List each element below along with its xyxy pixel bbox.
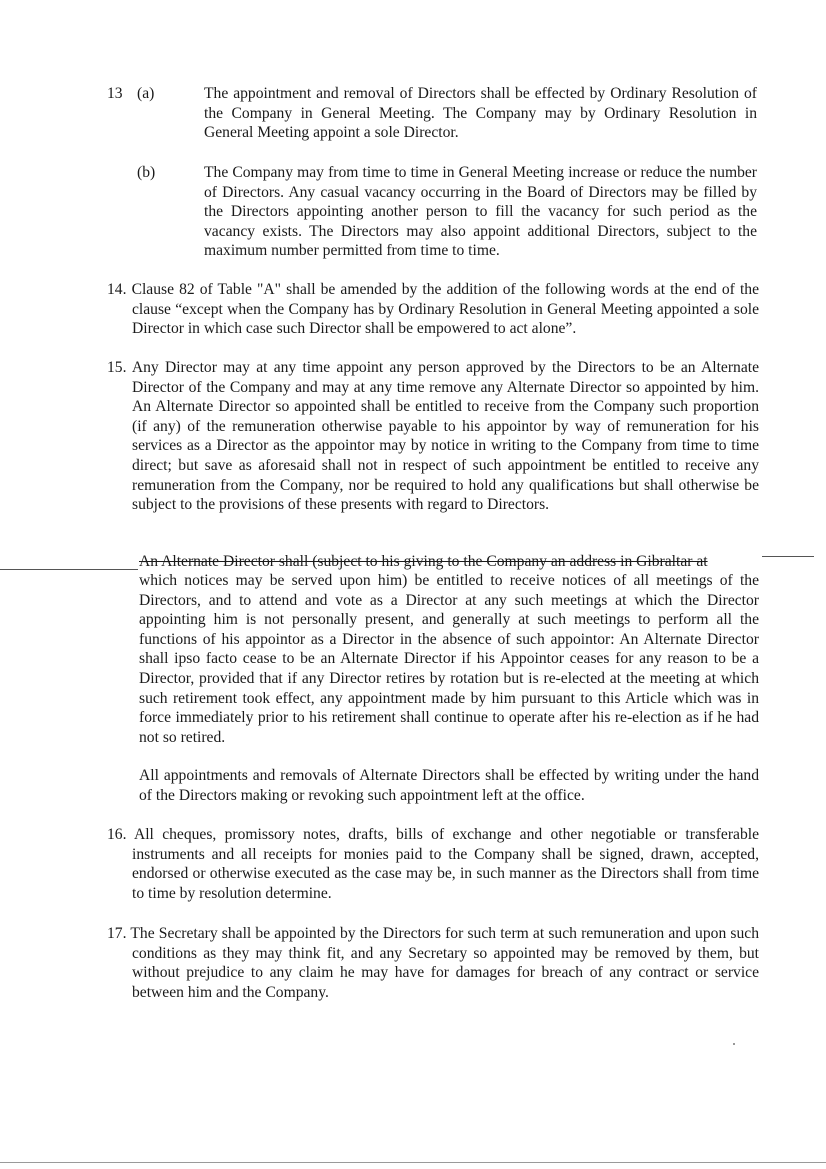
clause-16-text: 16. All cheques, promissory notes, drafts, bills of exchange and other negotiable or transferable instruments and all receipts for monies paid to the Company shall be signed, drawn, accepted, endorsed or otherwise executed as the case may be, in such manner as the Directors shall from time to time by resolution determine. bbox=[107, 826, 759, 902]
clause-15-paragraph-2: which notices may be served upon him) be entitled to receive notices of all meetings of the Directors, and to attend and vote as a Director at any such meetings at which the Director appointing him is not personally present, and generally at such meetings to perform all the functions of his appointor as a Director in the absence of such appointor: An Alternate Director shall ipso facto cease to be an Alternate Director if his Appointor ceases for any reason to be a Director, provided that if any Director retires by rotation but is re-elected at the meeting at which such retirement took effect, any appointment made by him pursuant to this Article which was in force immediately prior to his retirement shall continue to operate after his re-election as if he had not so retired. bbox=[139, 572, 759, 746]
clause-13b-text: The Company may from time to time in General Meeting increase or reduce the number of Directors. Any casual vacancy occurring in the Board of Directors may be filled by the Directors appointing another person to fill the vacancy for such period as the vacancy exists. The Directors may also appoint additional Directors, subject to the maximum number permitted from time to time. bbox=[204, 164, 757, 260]
clause-14-text: 14. Clause 82 of Table "A" shall be amended by the addition of the following words at the end of the clause “except when the Company has by Ordinary Resolution in General Meeting appointed a sole Director in which case such Director shall be empowered to act alone”. bbox=[107, 281, 759, 338]
scan-line-bottom bbox=[0, 1162, 826, 1163]
clause-13a-text: The appointment and removal of Directors shall be effected by Ordinary Resolution of the Company in General Meeting. The Company may by Ordinary Resolution in General Meeting appoint a sole Director. bbox=[204, 85, 757, 142]
clause-15-struck-line: An Alternate Director shall (subject to his giving to the Company an address in Gibraltar at bbox=[139, 553, 708, 570]
clause-13a-label: (a) bbox=[137, 85, 155, 102]
clause-13b-label: (b) bbox=[137, 164, 156, 181]
scan-line-left bbox=[0, 569, 138, 570]
scan-line-right bbox=[762, 556, 814, 557]
clause-15-paragraph-3: All appointments and removals of Alternate Directors shall be effected by writing under the hand of the Directors making or revoking such appointment left at the office. bbox=[139, 767, 759, 804]
clause-13-number: 13 bbox=[107, 85, 123, 102]
clause-17-text: 17. The Secretary shall be appointed by the Directors for such term at such remuneration and upon such conditions as they may think fit, and any Secretary so appointed may be removed by them, but without prejudice to any claim he may have for damages for breach of any contract or service between him and the Company. bbox=[107, 925, 759, 1001]
scan-speck bbox=[733, 1043, 735, 1045]
clause-15-paragraph-1: 15. Any Director may at any time appoint any person approved by the Directors to be an Alternate Director of the Company and may at any time remove any Alternate Director so appointed by him. An Alternate Director so appointed shall be entitled to receive from the Company such proportion (if any) of the remuneration otherwise payable to his appointor by way of remuneration for his services as a Director as the appointor may by notice in writing to the Company from time to time direct; but save as aforesaid shall not in respect of such appointment be entitled to receive any remuneration from the Company, nor be required to hold any qualifications but shall otherwise be subject to the provisions of these presents with regard to Directors. bbox=[107, 359, 759, 514]
